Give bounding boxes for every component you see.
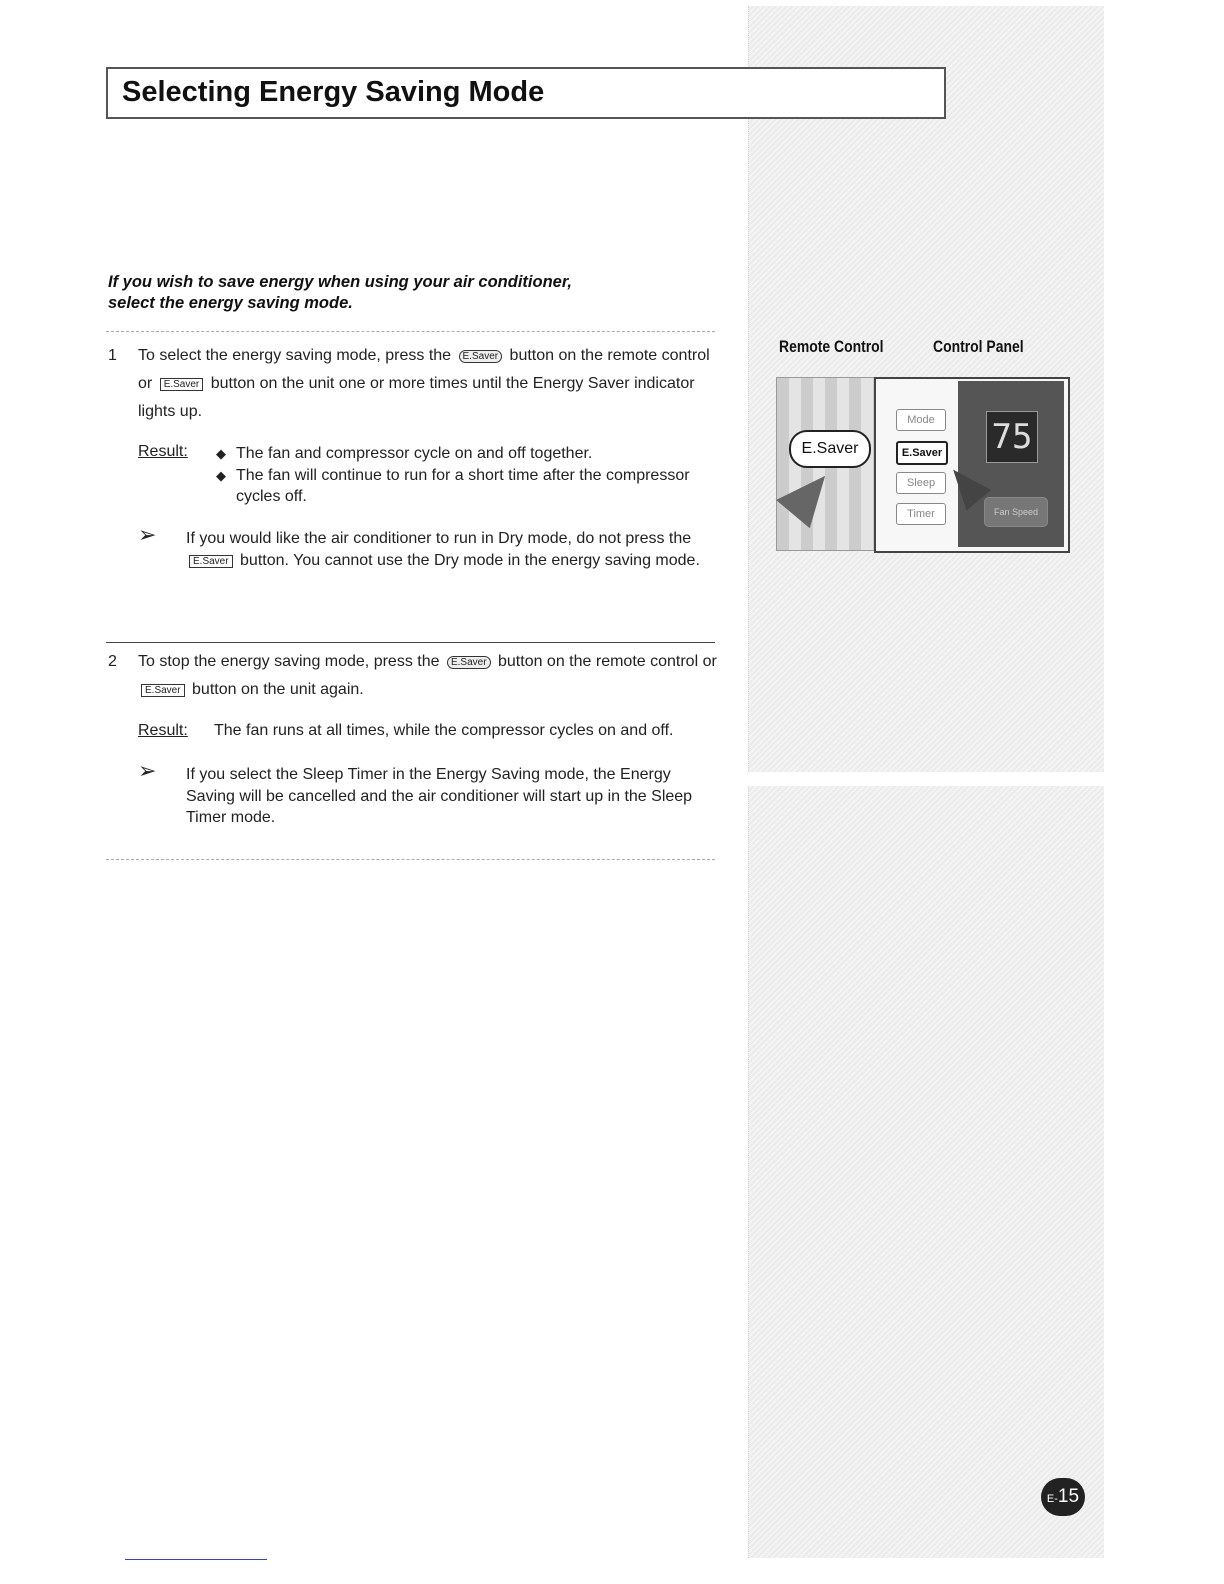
- intro-line-2: select the energy saving mode.: [108, 294, 353, 312]
- page-prefix: E-: [1046, 1493, 1058, 1505]
- step-2-result-text: The fan runs at all times, while the compressor cycles on and off.: [214, 722, 674, 739]
- page-number-badge: [1041, 1478, 1085, 1516]
- step-1: [108, 342, 718, 426]
- intro-text: [108, 272, 728, 314]
- step-2-text-c: button on the unit again.: [192, 681, 364, 698]
- step-1-result-label: Result:: [138, 443, 188, 460]
- step-1-note: [138, 522, 718, 594]
- bullet-diamond-icon: ◆: [216, 467, 226, 483]
- esaver-panel-icon: E.Saver: [141, 684, 185, 697]
- step-2-text-a: To stop the energy saving mode, press the: [138, 653, 440, 670]
- control-panel-illustration: [874, 377, 1070, 553]
- step-1-result-bullets: [216, 443, 696, 508]
- control-panel-display-area: [958, 381, 1064, 547]
- step-2-number: 2: [108, 653, 117, 670]
- step-2-note-text: If you select the Sleep Timer in the Energy Saving mode, the Energy Saving will be cancelled and the air conditioner will start up in the Sleep Timer mode.: [186, 766, 693, 826]
- page-number: 15: [1057, 1486, 1080, 1507]
- bullet-diamond-icon: ◆: [216, 446, 226, 461]
- panel-timer-button: Timer: [896, 503, 946, 525]
- note-arrow-icon: ➢: [138, 522, 157, 547]
- step-2-result: [138, 722, 718, 744]
- note-arrow-icon: ➢: [138, 758, 157, 783]
- step-1-text-c: button on the unit one or more times until the Energy Saver indicator lights up.: [138, 375, 695, 420]
- divider-bottom: [106, 859, 715, 860]
- step-1-text: [138, 342, 718, 426]
- step-2: [108, 648, 718, 706]
- remote-esaver-button: E.Saver: [789, 430, 871, 468]
- step-2-text-b: button on the remote control or: [498, 653, 717, 670]
- panel-sleep-button: Sleep: [896, 472, 946, 494]
- step-1-note-a: If you would like the air conditioner to run in Dry mode, do not press the: [186, 530, 692, 547]
- step-2-text: [138, 648, 718, 704]
- side-panel-gap: [748, 772, 1104, 786]
- panel-esaver-button: E.Saver: [896, 441, 948, 465]
- step-2-result-label: Result:: [138, 722, 188, 739]
- result-bullet-text: The fan and compressor cycle on and off together.: [236, 445, 593, 462]
- divider-top: [106, 331, 715, 332]
- panel-mode-button: Mode: [896, 409, 946, 431]
- result-bullet-text: The fan will continue to run for a short time after the compressor cycles off.: [236, 466, 690, 505]
- pointer-arrow-icon: [776, 462, 842, 529]
- esaver-remote-icon: E.Saver: [459, 350, 503, 363]
- esaver-remote-icon: E.Saver: [447, 656, 491, 669]
- remote-control-label: Remote Control: [779, 337, 884, 356]
- result-bullet: [216, 443, 696, 465]
- divider-step-2: [106, 642, 715, 643]
- step-1-note-text: [186, 528, 718, 571]
- step-1-note-b: button. You cannot use the Dry mode in the energy saving mode.: [240, 551, 700, 569]
- intro-line-1: If you wish to save energy when using your air conditioner,: [108, 273, 572, 291]
- step-1-number: 1: [108, 347, 117, 364]
- temperature-display: 75: [986, 411, 1038, 463]
- title-box: [106, 67, 946, 119]
- step-1-result: [138, 443, 698, 507]
- control-panel-label: Control Panel: [933, 337, 1024, 356]
- page-title: Selecting Energy Saving Mode: [122, 76, 545, 108]
- footer-link-underline: [125, 1559, 267, 1560]
- result-bullet: [216, 465, 696, 508]
- step-2-note: [138, 758, 718, 830]
- panel-fan-speed-button: Fan Speed: [984, 497, 1048, 527]
- remote-control-illustration: [776, 377, 876, 551]
- step-1-text-b: button on the remote control or: [138, 347, 710, 392]
- step-1-text-a: To select the energy saving mode, press the: [138, 347, 452, 364]
- esaver-panel-icon: E.Saver: [160, 378, 204, 391]
- esaver-panel-icon: E.Saver: [189, 555, 233, 568]
